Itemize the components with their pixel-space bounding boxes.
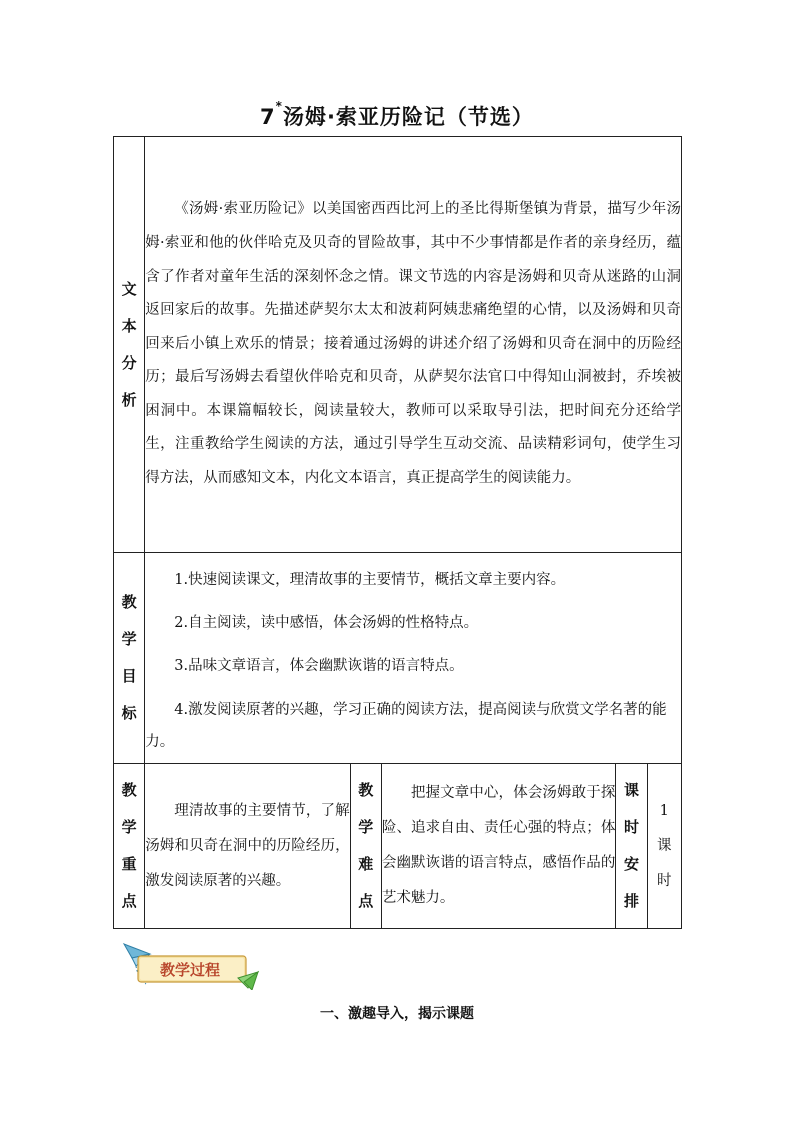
difficulties-cell bbox=[381, 764, 615, 929]
section-heading: 一、激趣导入，揭示课题 bbox=[320, 1006, 474, 1022]
key-points-text: 理清故事的主要情节，了解汤姆和贝奇在洞中的历险经历，激发阅读原著的兴趣。 bbox=[145, 802, 350, 889]
key-points-row bbox=[114, 764, 682, 929]
analysis-text: 《汤姆·索亚历险记》以美国密西西比河上的圣比得斯堡镇为背景，描写少年汤姆·索亚和他的伙伴哈克及贝奇的冒险故事，其中不少事情都是作者的亲身经历，蕴含了作者对童年生活的深刻怀念之情。课文节选的内容是汤姆和贝奇从迷路的山洞返回家后的故事。先描述萨契尔太太和波莉阿姨悲痛绝望的心情，以及汤姆和贝奇回来后小镇上欢乐的情景；接着通过汤姆的讲述介绍了汤姆和贝奇在洞中的历险经历；最后写汤姆去看望伙伴哈克和贝奇，从萨契尔法官口中得知山洞被封，乔埃被困洞中。本课篇幅较长，阅读量较大，教师可以采取导引法，把时间充分还给学生，注重教给学生阅读的方法，通过引导学生互动交流、品读精彩词句，使学生习得方法，从而感知文本，内化文本语言，真正提高学生的阅读能力。 bbox=[145, 201, 681, 487]
analysis-label: 文 本 分 析 bbox=[114, 137, 145, 553]
self-study-mark: * bbox=[275, 99, 283, 113]
objective-item: 1.快速阅读课文，理清故事的主要情节，概括文章主要内容。 bbox=[174, 571, 566, 588]
difficulties-text: 把握文章中心，体会汤姆敢于探险、追求自由、责任心强的特点；体会幽默诙谐的语言特点，感悟作品的艺术魅力。 bbox=[381, 785, 616, 906]
key-points-label: 教 学 重 点 bbox=[114, 764, 145, 929]
key-points-cell bbox=[145, 764, 350, 929]
page-title bbox=[0, 101, 794, 131]
objective-item: 4.激发阅读原著的兴趣，学习正确的阅读方法，提高阅读与欣赏文学名著的能力。 bbox=[145, 701, 667, 750]
objectives-label: 教 学 目 标 bbox=[114, 553, 145, 764]
teaching-process-badge bbox=[120, 938, 260, 990]
lesson-title: 汤姆·索亚历险记（节选） bbox=[282, 105, 534, 129]
badge-text: 教学过程 bbox=[159, 961, 221, 979]
schedule-label: 课 时 安 排 bbox=[616, 764, 647, 929]
lesson-number: 7 bbox=[260, 105, 276, 129]
schedule-value: 1 课 时 bbox=[647, 764, 681, 929]
objectives-cell bbox=[145, 553, 682, 764]
objectives-row bbox=[114, 553, 682, 764]
objective-item: 2.自主阅读，读中感悟，体会汤姆的性格特点。 bbox=[174, 614, 479, 631]
analysis-cell bbox=[145, 137, 682, 553]
difficulties-label: 教 学 难 点 bbox=[350, 764, 381, 929]
paper-plane-icon bbox=[120, 938, 260, 990]
lesson-plan-table bbox=[113, 136, 682, 929]
objective-item: 3.品味文章语言，体会幽默诙谐的语言特点。 bbox=[174, 657, 464, 674]
analysis-row bbox=[114, 137, 682, 553]
